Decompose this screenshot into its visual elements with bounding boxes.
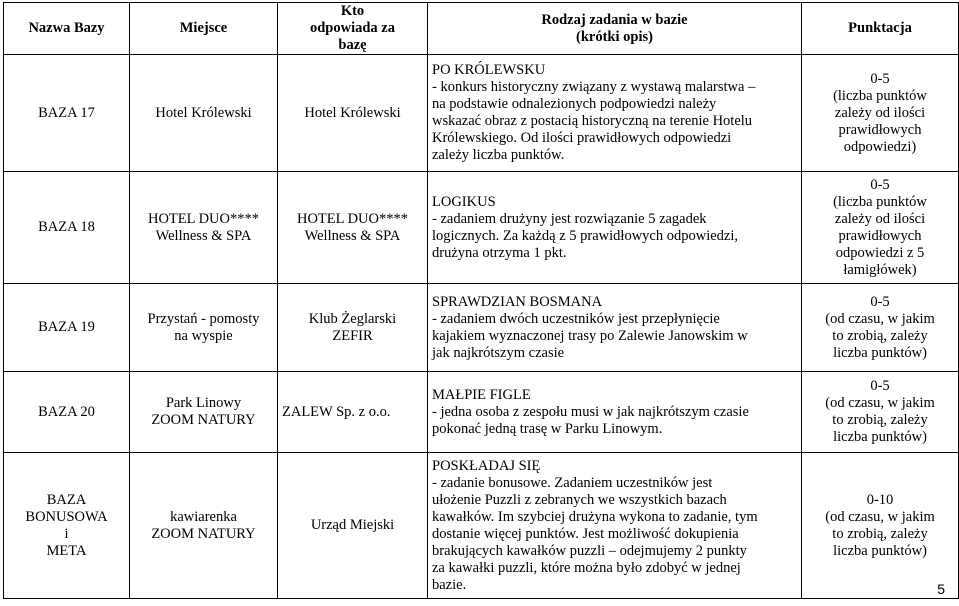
- cell-nazwa: BAZA 20: [4, 372, 130, 453]
- cell-opis: [428, 372, 802, 453]
- task-title: POSKŁADAJ SIĘ: [432, 457, 541, 474]
- header-miejsce: Miejsce: [130, 3, 278, 55]
- page-number: 5: [937, 581, 945, 597]
- table-row: [4, 172, 959, 284]
- cell-kto: Klub Żeglarski ZEFIR: [278, 284, 428, 372]
- task-description: - jedna osoba z zespołu musi w jak najkrótszym czasie pokonać jedną trasę w Parku Linowym.: [432, 403, 749, 437]
- cell-opis: [428, 55, 802, 172]
- table-row: [4, 372, 959, 453]
- header-kto-label: Kto odpowiada za bazę: [309, 3, 395, 53]
- cell-miejsce: Park Linowy ZOOM NATURY: [130, 372, 278, 453]
- header-kto: [278, 3, 428, 55]
- cell-opis: [428, 284, 802, 372]
- bazy-table: [3, 2, 959, 599]
- header-rodzaj-label: Rodzaj zadania w bazie: [541, 11, 688, 28]
- task-description: - zadaniem dwóch uczestników jest przepłynięcie kajakiem wyznaczonej trasy po Zalewie Janowskim w jak najkrótszym czasie: [432, 310, 748, 361]
- cell-punktacja: 0-5 (od czasu, w jakim to zrobią, zależy liczba punktów): [802, 284, 959, 372]
- cell-kto: HOTEL DUO**** Wellness & SPA: [278, 172, 428, 284]
- task-description: - zadaniem drużyny jest rozwiązanie 5 zagadek logicznych. Za każdą z 5 prawidłowych odpowiedzi, drużyna otrzyma 1 pkt.: [432, 210, 739, 261]
- task-description: - zadanie bonusowe. Zadaniem uczestników jest ułożenie Puzzli z zebranych we wszystkich bazach kawałków. Im szybciej drużyna wykona to zadanie, tym dostanie więcej punktów. Jest możliwość dokupienia brakujących kawałków puzzli – odejmujemy 2 punkty za kawałki puzzli, które można było zdobyć w jednej bazie.: [432, 474, 758, 593]
- cell-nazwa: BAZA 17: [4, 55, 130, 172]
- cell-kto: Hotel Królewski: [278, 55, 428, 172]
- header-punktacja: Punktacja: [802, 3, 959, 55]
- task-title: SPRAWDZIAN BOSMANA: [432, 293, 603, 310]
- cell-punktacja: 0-5 (liczba punktów zależy od ilości prawidłowych odpowiedzi z 5 łamigłówek): [802, 172, 959, 284]
- cell-punktacja: 0-5 (liczba punktów zależy od ilości prawidłowych odpowiedzi): [802, 55, 959, 172]
- cell-opis: [428, 172, 802, 284]
- cell-nazwa: BAZA 18: [4, 172, 130, 284]
- header-row: [4, 3, 959, 55]
- header-rodzaj-sub: (krótki opis): [576, 28, 653, 45]
- task-description: - konkurs historyczny związany z wystawą malarstwa – na podstawie odnalezionych podpowiedzi należy wskazać obraz z postacią historyczną na terenie Hotelu Królewskiego. Od ilości prawidłowych odpowiedzi zależy liczba punktów.: [432, 79, 756, 163]
- cell-opis: [428, 453, 802, 599]
- table-row: [4, 453, 959, 599]
- cell-kto: Urząd Miejski: [278, 453, 428, 599]
- table-row: [4, 284, 959, 372]
- cell-punktacja: 0-5 (od czasu, w jakim to zrobią, zależy liczba punktów): [802, 372, 959, 453]
- task-title: PO KRÓLEWSKU: [432, 62, 546, 78]
- cell-miejsce: Przystań - pomosty na wyspie: [130, 284, 278, 372]
- cell-kto: ZALEW Sp. z o.o.: [278, 372, 428, 453]
- cell-nazwa: BAZA BONUSOWA i META: [4, 453, 130, 599]
- header-nazwa: Nazwa Bazy: [4, 3, 130, 55]
- cell-miejsce: kawiarenka ZOOM NATURY: [130, 453, 278, 599]
- cell-miejsce: Hotel Królewski: [130, 55, 278, 172]
- task-title: MAŁPIE FIGLE: [432, 386, 531, 403]
- task-title: LOGIKUS: [432, 193, 496, 210]
- cell-nazwa: BAZA 19: [4, 284, 130, 372]
- table-row: [4, 55, 959, 172]
- header-rodzaj: [428, 3, 802, 55]
- cell-punktacja: 0-10 (od czasu, w jakim to zrobią, zależy liczba punktów): [802, 453, 959, 599]
- cell-miejsce: HOTEL DUO**** Wellness & SPA: [130, 172, 278, 284]
